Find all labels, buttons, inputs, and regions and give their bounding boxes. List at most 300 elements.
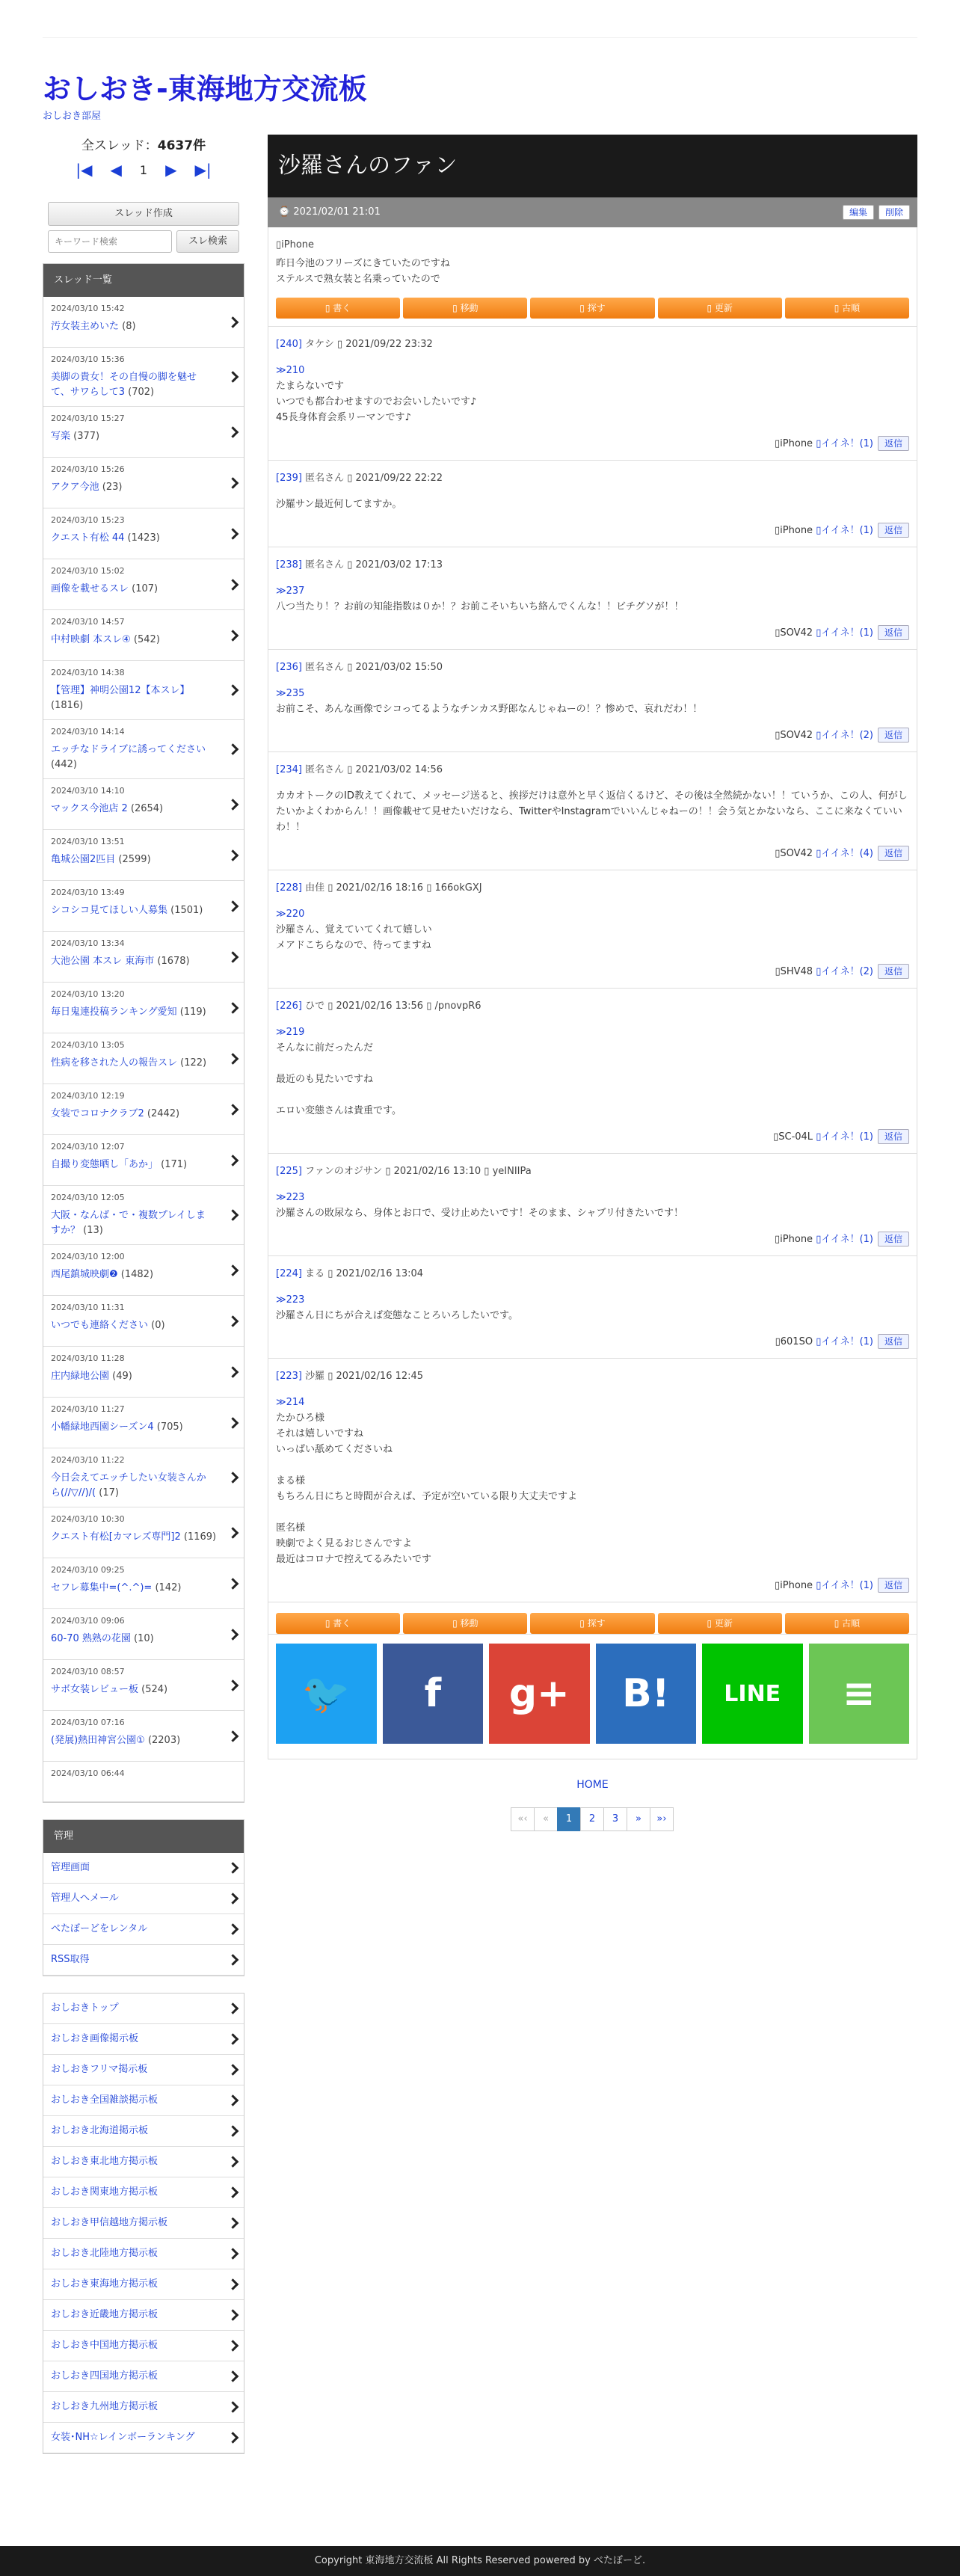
post-author: まる xyxy=(301,1268,328,1279)
thread-title-text[interactable]: 60-70 熟熟の花園 xyxy=(51,1633,131,1644)
thread-title[interactable] xyxy=(51,531,223,546)
post-body: ≫220 沙羅さん、覚えていてくれて嬉しい メアドこちらなので、待ってますね xyxy=(276,909,432,951)
thread-date: 2024/03/10 14:14 xyxy=(51,727,125,737)
thread-list-item[interactable] xyxy=(43,1084,244,1135)
thread-count: (1423) xyxy=(124,532,160,544)
facebook-share-button[interactable] xyxy=(383,1644,484,1744)
thread-list-item[interactable] xyxy=(43,1507,244,1558)
thread-list-item[interactable] xyxy=(43,779,244,830)
phone-icon: ▯ xyxy=(775,848,781,859)
board-link[interactable]: おしおき四国地方掲示板 xyxy=(43,2361,244,2392)
post-item xyxy=(268,327,917,461)
post-number[interactable]: [226] xyxy=(276,1000,302,1012)
reply-anchor[interactable]: ≫223 xyxy=(276,1192,305,1203)
action-button-更新[interactable]: ▯ 更新 xyxy=(658,1613,782,1634)
thread-title[interactable] xyxy=(51,683,223,713)
thread-title-text[interactable]: 中村映劇 本スレ④ xyxy=(51,634,131,645)
thread-title[interactable] xyxy=(51,1208,223,1238)
main-content xyxy=(268,135,917,1831)
post-date: 2021/09/22 23:32 xyxy=(345,339,433,350)
thread-list-item[interactable] xyxy=(43,348,244,407)
reply-button[interactable]: 返信 xyxy=(878,1334,909,1349)
thread-title[interactable] xyxy=(51,1471,223,1501)
delete-button[interactable]: 削除 xyxy=(879,205,910,220)
reply-anchor[interactable]: ≫220 xyxy=(276,909,305,920)
thread-date: 2024/03/10 14:38 xyxy=(51,668,125,677)
chevron-right-icon xyxy=(227,579,239,591)
action-button-書く[interactable]: ▯ 書く xyxy=(276,1613,400,1634)
chevron-right-icon xyxy=(227,2033,239,2045)
post-date: 2021/03/02 14:56 xyxy=(355,764,443,775)
board-link[interactable]: おしおき北海道掲示板 xyxy=(43,2116,244,2147)
reply-button[interactable]: 返信 xyxy=(878,964,909,979)
chevron-right-icon xyxy=(227,1472,239,1484)
action-button-移動[interactable]: ▯ 移動 xyxy=(403,1613,527,1634)
thread-title[interactable] xyxy=(51,1632,223,1647)
post-item xyxy=(268,461,917,547)
post-body: ≫235 お前こそ、あんな画像でシコってるようなチンカス野郎なんじゃねーの！？惨めで、哀れだわ！！ xyxy=(276,688,703,715)
thread-title-text[interactable]: エッチなドライブに誘ってください xyxy=(51,744,206,755)
thread-title-text[interactable]: クエスト有松 44 xyxy=(51,532,125,544)
thread-list-item[interactable] xyxy=(43,1711,244,1762)
site-subtitle[interactable]: おしおき部屋 xyxy=(43,111,102,122)
admin-title: 管理 xyxy=(43,1820,244,1853)
thread-title-text[interactable]: 女装でコロナクラブ2 xyxy=(51,1108,144,1119)
thread-title-text[interactable]: シコシコ見てほしい人募集 xyxy=(51,905,168,916)
post-device: SOV42 xyxy=(780,848,813,859)
thread-title-text[interactable]: クエスト有松[カマレズ専門]2 xyxy=(51,1531,181,1543)
thread-title[interactable] xyxy=(51,1267,223,1282)
page-link[interactable]: » xyxy=(627,1807,650,1831)
like-button[interactable]: ▯イイネ！(1) xyxy=(813,1234,873,1245)
post-footer xyxy=(276,523,909,539)
action-button-探す[interactable]: ▯ 探す xyxy=(530,1613,654,1634)
thread-count: (13) xyxy=(80,1225,103,1236)
thread-list-item[interactable] xyxy=(43,508,244,559)
chevron-right-icon xyxy=(227,799,239,811)
board-link[interactable]: おしおき全国雑談掲示板 xyxy=(43,2085,244,2116)
post-header xyxy=(276,471,909,486)
page-link[interactable]: « xyxy=(534,1807,558,1831)
thread-date: 2024/03/10 09:25 xyxy=(51,1565,125,1575)
thread-title-text[interactable]: マックス今池店 2 xyxy=(51,803,128,814)
thread-title-text[interactable]: すか？ xyxy=(51,1225,81,1236)
thread-title-text[interactable]: 小幡緑地西園シーズン4 xyxy=(51,1421,154,1433)
post-header xyxy=(276,999,909,1014)
post-device: iPhone xyxy=(780,438,813,449)
thread-list-item[interactable] xyxy=(43,458,244,508)
chevron-right-icon xyxy=(227,1923,239,1935)
reply-button[interactable]: 返信 xyxy=(878,625,909,640)
chevron-right-icon xyxy=(227,900,239,912)
thread-date: 2021/02/01 21:01 xyxy=(293,206,381,218)
phone-icon: ▯ xyxy=(775,525,781,536)
reply-anchor[interactable]: ≫223 xyxy=(276,1294,305,1306)
googleplus-share-button[interactable] xyxy=(489,1644,590,1744)
thread-title[interactable] xyxy=(51,1056,223,1071)
thread-title[interactable] xyxy=(51,370,223,400)
thread-list-item[interactable] xyxy=(43,661,244,720)
thread-title-text[interactable]: 庄内緑地公園 xyxy=(51,1371,110,1382)
thread-count: (1482) xyxy=(117,1269,154,1280)
post-body: ≫210 たまらないです いつでも都合わせますのでお会いしたいです♪ 45長身体育会系リーマンです♪ xyxy=(276,365,477,423)
post-number[interactable]: [223] xyxy=(276,1371,302,1382)
post-number[interactable]: [234] xyxy=(276,764,302,775)
thread-title[interactable] xyxy=(51,1318,223,1333)
thread-list-item[interactable] xyxy=(43,932,244,983)
thread-title[interactable] xyxy=(51,954,223,969)
thread-title[interactable] xyxy=(51,480,223,495)
site-title[interactable]: おしおき-東海地方交流板 xyxy=(43,73,367,105)
thread-list-item[interactable] xyxy=(43,1296,244,1347)
thread-title[interactable] xyxy=(51,1530,223,1545)
chevron-right-icon xyxy=(227,849,239,861)
admin-item[interactable]: 管理人へメール xyxy=(43,1884,244,1914)
thread-title[interactable] xyxy=(51,1733,223,1748)
clock-icon: ▯ xyxy=(347,473,356,484)
reply-button[interactable]: 返信 xyxy=(878,1129,909,1144)
edit-button[interactable]: 編集 xyxy=(843,205,874,220)
thread-list-item[interactable] xyxy=(43,559,244,610)
board-link[interactable]: おしおき画像掲示板 xyxy=(43,2024,244,2055)
post-footer xyxy=(276,728,909,744)
action-button-書く[interactable]: ▯ 書く xyxy=(276,298,400,319)
thread-count: (705) xyxy=(153,1421,183,1433)
chevron-right-icon xyxy=(227,2340,239,2352)
post-footer xyxy=(276,1578,909,1594)
post-device: iPhone xyxy=(780,1580,813,1591)
thread-title[interactable] xyxy=(51,1005,223,1020)
home-link[interactable]: HOME xyxy=(576,1779,609,1791)
thread-date: 2024/03/10 12:00 xyxy=(51,1252,125,1261)
thread-list-item[interactable] xyxy=(43,983,244,1033)
like-button[interactable]: ▯イイネ！(2) xyxy=(813,730,873,741)
thread-title[interactable] xyxy=(51,1581,223,1596)
page-link[interactable]: 1 xyxy=(557,1807,581,1831)
page-link[interactable]: 2 xyxy=(580,1807,604,1831)
thread-title[interactable] xyxy=(51,1420,223,1435)
reply-anchor[interactable]: ≫214 xyxy=(276,1397,305,1408)
thread-list-item[interactable] xyxy=(43,1347,244,1398)
board-link[interactable]: おしおき北陸地方掲示板 xyxy=(43,2239,244,2269)
line-icon: LINE xyxy=(724,1680,781,1707)
thread-title-text[interactable]: 今日会えてエッチしたい女装さんか xyxy=(51,1472,206,1484)
thread-title-text[interactable]: セフレ募集中=(^.^)= xyxy=(51,1582,153,1593)
thread-date: 2024/03/10 09:06 xyxy=(51,1616,125,1626)
thread-title[interactable] xyxy=(51,633,223,648)
thread-title[interactable] xyxy=(51,743,223,772)
like-button[interactable]: ▯イイネ！(1) xyxy=(813,1131,873,1143)
chevron-right-icon xyxy=(227,1679,239,1691)
thread-list-item[interactable] xyxy=(43,720,244,779)
reply-button[interactable]: 返信 xyxy=(878,1232,909,1246)
phone-icon: ▯ xyxy=(775,1580,781,1591)
thread-list-item[interactable] xyxy=(43,1660,244,1711)
thread-count: (0) xyxy=(148,1320,165,1331)
footer: Copyright 東海地方交流板 All Rights Reserved powered by べたぼーど. xyxy=(0,2546,960,2576)
chevron-right-icon xyxy=(227,316,239,328)
twitter-share-button[interactable] xyxy=(276,1644,377,1744)
search-button[interactable]: スレ検索 xyxy=(176,230,239,253)
chevron-right-icon xyxy=(227,1417,239,1429)
board-link[interactable]: おしおき東海地方掲示板 xyxy=(43,2269,244,2300)
thread-title-text[interactable]: 写楽 xyxy=(51,431,71,442)
create-thread-button[interactable]: スレッド作成 xyxy=(48,202,239,226)
clock-icon: ▯ xyxy=(385,1166,394,1177)
post-date: 2021/02/16 18:16 xyxy=(336,882,424,894)
post-number[interactable]: [238] xyxy=(276,559,302,571)
thread-date: 2024/03/10 15:02 xyxy=(51,566,125,576)
post-body: ≫219 そんなに前だったんだ 最近のも見たいですね エロい変態さんは貴重です。 xyxy=(276,1027,401,1116)
thread-meta xyxy=(268,197,917,227)
thread-title[interactable] xyxy=(51,1158,223,1172)
thread-title[interactable] xyxy=(51,903,223,918)
reply-anchor[interactable]: ≫235 xyxy=(276,688,305,699)
chevron-right-icon xyxy=(227,951,239,963)
sidebar-pager xyxy=(43,157,244,182)
thread-title: 沙羅さんのファン xyxy=(268,135,917,197)
thread-title[interactable] xyxy=(51,1107,223,1122)
twitter-icon: 🐦 xyxy=(301,1671,351,1717)
last-page-icon[interactable]: ▶| xyxy=(194,161,212,179)
thread-title-text[interactable]: サボ女装レビュー板 xyxy=(51,1684,139,1695)
thread-title-text[interactable]: 大阪・なんば・で・複数プレイしま xyxy=(51,1210,206,1221)
chevron-right-icon xyxy=(227,477,239,489)
post-footer xyxy=(276,1232,909,1248)
thread-device: ▯iPhone xyxy=(276,239,315,250)
thread-title-text[interactable]: 西尾鎮城映劇❷ xyxy=(51,1269,118,1280)
thread-list-item[interactable] xyxy=(43,610,244,661)
chevron-right-icon xyxy=(227,528,239,540)
post-author: 匿名さん xyxy=(301,473,348,484)
thread-title-text[interactable]: 汚女装主めいた xyxy=(51,321,120,332)
thread-list-item[interactable] xyxy=(43,407,244,458)
like-button[interactable]: ▯イイネ！(4) xyxy=(813,848,873,859)
post-number[interactable]: [224] xyxy=(276,1268,302,1279)
like-button[interactable]: ▯イイネ！(2) xyxy=(813,966,873,977)
thread-title[interactable] xyxy=(51,852,223,867)
thread-title-text[interactable]: アクア今池 xyxy=(51,482,99,493)
post-number[interactable]: [239] xyxy=(276,473,302,484)
thread-title-text[interactable]: 自撮り変態晒し「あか」 xyxy=(51,1159,159,1170)
thread-count: (542) xyxy=(130,634,160,645)
chevron-right-icon xyxy=(227,1527,239,1539)
thread-title-text[interactable]: ら(//▽//)/( xyxy=(51,1487,96,1498)
thread-list-item[interactable] xyxy=(43,1609,244,1660)
post-author: 沙羅 xyxy=(301,1371,328,1382)
action-button-古順[interactable]: ▯ 古順 xyxy=(785,298,909,319)
post-footer xyxy=(276,1334,909,1350)
post-device: SOV42 xyxy=(780,730,813,741)
thread-title-text[interactable]: 大池公園 本スレ 東海市 xyxy=(51,956,155,967)
reply-button[interactable]: 返信 xyxy=(878,846,909,861)
thread-title[interactable] xyxy=(51,802,223,817)
thread-list-item[interactable] xyxy=(43,830,244,881)
chevron-right-icon xyxy=(227,2002,239,2014)
left-sidebar xyxy=(43,135,244,2454)
clock-icon: ▯ xyxy=(347,764,356,775)
thread-list-item[interactable] xyxy=(43,1398,244,1448)
thread-count: (377) xyxy=(70,431,100,442)
thread-count: (2203) xyxy=(144,1735,181,1746)
board-link[interactable]: おしおき関東地方掲示板 xyxy=(43,2177,244,2208)
chevron-right-icon xyxy=(227,2156,239,2168)
id-icon: ▯ xyxy=(423,882,435,894)
thread-title-text[interactable]: 画像を載せるスレ xyxy=(51,583,129,594)
board-link[interactable]: おしおきフリマ掲示板 xyxy=(43,2055,244,2085)
clock-icon: ▯ xyxy=(347,662,356,673)
board-link[interactable]: おしおき九州地方掲示板 xyxy=(43,2392,244,2423)
thread-title[interactable] xyxy=(51,582,223,597)
page-link[interactable]: «‹ xyxy=(511,1807,535,1831)
post-body: ≫223 沙羅さんの敗尿なら、身体とお口で、受け止めたいです！そのまま、シャブリ付きたいです！ xyxy=(276,1192,683,1219)
post-number[interactable]: [225] xyxy=(276,1166,302,1177)
action-button-探す[interactable]: ▯ 探す xyxy=(530,298,654,319)
thread-list xyxy=(43,263,244,1803)
post-footer xyxy=(276,1129,909,1146)
thread-title[interactable] xyxy=(51,429,223,444)
post-id: yeINIIPa xyxy=(492,1166,532,1177)
thread-date: 2024/03/10 12:07 xyxy=(51,1142,125,1152)
reply-button[interactable]: 返信 xyxy=(878,728,909,743)
thread-count: (119) xyxy=(176,1006,206,1018)
post-number[interactable]: [228] xyxy=(276,882,302,894)
thread-title-text[interactable]: 亀城公園2匹目 xyxy=(51,854,116,865)
post-date: 2021/02/16 13:56 xyxy=(336,1000,424,1012)
hatena-share-button[interactable] xyxy=(596,1644,697,1744)
thread-date: 2024/03/10 11:28 xyxy=(51,1353,125,1363)
thread-list-item[interactable] xyxy=(43,1135,244,1186)
thread-date: 2024/03/10 13:05 xyxy=(51,1040,125,1050)
admin-item[interactable]: RSS取得 xyxy=(43,1945,244,1976)
current-page: 1 xyxy=(139,162,148,177)
post-header xyxy=(276,1267,909,1282)
board-link[interactable]: おしおき近畿地方掲示板 xyxy=(43,2300,244,2331)
action-button-移動[interactable]: ▯ 移動 xyxy=(403,298,527,319)
thread-date: 2024/03/10 15:42 xyxy=(51,304,125,313)
post-date: 2021/02/16 13:04 xyxy=(336,1268,424,1279)
like-button[interactable]: ▯イイネ！(1) xyxy=(813,627,873,639)
like-button[interactable]: ▯イイネ！(1) xyxy=(813,1336,873,1347)
thread-title-text[interactable]: て、サワらして3 xyxy=(51,387,126,398)
action-button-古順[interactable]: ▯ 古順 xyxy=(785,1613,909,1634)
thread-date: 2024/03/10 10:30 xyxy=(51,1514,125,1524)
reply-anchor[interactable]: ≫219 xyxy=(276,1027,305,1038)
page-link[interactable]: 3 xyxy=(603,1807,627,1831)
thread-count: (8) xyxy=(119,321,136,332)
reply-anchor[interactable]: ≫237 xyxy=(276,585,305,597)
post-item xyxy=(268,547,917,650)
like-button[interactable]: ▯イイネ！(1) xyxy=(813,438,873,449)
phone-icon: ▯ xyxy=(775,438,781,449)
thread-title-text[interactable]: 毎日鬼連投稿ランキング愛知 xyxy=(51,1006,177,1018)
chevron-right-icon xyxy=(227,2278,239,2290)
chevron-right-icon xyxy=(227,1155,239,1166)
thread-list-item[interactable] xyxy=(43,1762,244,1802)
board-link[interactable]: 女装･NH☆レインボーランキング xyxy=(43,2423,244,2453)
post-item xyxy=(268,1256,917,1359)
reply-button[interactable]: 返信 xyxy=(878,1578,909,1593)
thread-list-item[interactable] xyxy=(43,297,244,348)
post-device: SOV42 xyxy=(780,627,813,639)
admin-box xyxy=(43,1819,244,1976)
post-number[interactable]: [236] xyxy=(276,662,302,673)
reply-anchor[interactable]: ≫210 xyxy=(276,365,305,376)
post-date: 2021/09/22 22:22 xyxy=(355,473,443,484)
thread-count: (171) xyxy=(158,1159,188,1170)
post-body: ≫214 たかひろ様 それは嬉しいですね いっぱい舐めてくださいね まる様 もちろん日にちと時間が合えば、予定が空いている限り大丈夫ですよ 匿名様 映劇でよく見るおじさんですよ 最近はコロナで控えてるみたいです xyxy=(276,1397,578,1565)
next-page-icon[interactable]: ▶ xyxy=(165,161,177,179)
thread-list-item[interactable] xyxy=(43,1186,244,1245)
thread-title-text[interactable]: いつでも連絡ください xyxy=(51,1320,149,1331)
thread-date: 2024/03/10 15:23 xyxy=(51,515,125,525)
admin-item[interactable]: べたぼーどをレンタル xyxy=(43,1914,244,1945)
action-button-更新[interactable]: ▯ 更新 xyxy=(658,298,782,319)
thread-title-text[interactable]: (発展)熱田神宮公園① xyxy=(51,1735,145,1746)
thread-title[interactable] xyxy=(51,319,223,334)
clock-icon: ▯ xyxy=(347,559,356,571)
thread-title[interactable] xyxy=(51,1369,223,1384)
thread-title-text[interactable]: 性病を移された人の報告スレ xyxy=(51,1057,178,1069)
board-link[interactable]: おしおき甲信越地方掲示板 xyxy=(43,2208,244,2239)
chevron-right-icon xyxy=(227,1002,239,1014)
thread-list-item[interactable] xyxy=(43,1448,244,1507)
page-link[interactable]: »› xyxy=(650,1807,674,1831)
chevron-right-icon xyxy=(227,2094,239,2106)
thread-count: (2599) xyxy=(115,854,151,865)
thread-count: (702) xyxy=(125,387,155,398)
like-button[interactable]: ▯イイネ！(1) xyxy=(813,525,873,536)
reply-button[interactable]: 返信 xyxy=(878,436,909,451)
thread-list-item[interactable] xyxy=(43,1033,244,1084)
feedly-share-button[interactable] xyxy=(809,1644,910,1744)
post-number[interactable]: [240] xyxy=(276,339,302,350)
facebook-icon: f xyxy=(424,1671,442,1716)
thread-title[interactable] xyxy=(51,1682,223,1697)
thread-count: (122) xyxy=(177,1057,207,1069)
post-body: 沙羅サン最近何してますか。 xyxy=(276,499,402,510)
thread-count: (524) xyxy=(138,1684,168,1695)
thread-list-item[interactable] xyxy=(43,1558,244,1609)
admin-item[interactable]: 管理画面 xyxy=(43,1853,244,1884)
thread-date: 2024/03/10 14:10 xyxy=(51,786,125,796)
board-link[interactable]: おしおきトップ xyxy=(43,1994,244,2024)
thread-list-item[interactable] xyxy=(43,881,244,932)
chevron-right-icon xyxy=(227,2432,239,2444)
thread-title-text[interactable]: 美脚の貴女！その自慢の脚を魅せ xyxy=(51,372,197,383)
post-date: 2021/02/16 13:10 xyxy=(393,1166,481,1177)
thread-date: 2024/03/10 12:05 xyxy=(51,1193,125,1202)
thread-date: 2024/03/10 11:27 xyxy=(51,1404,125,1414)
post-item xyxy=(268,989,917,1154)
chevron-right-icon xyxy=(227,743,239,755)
first-page-icon[interactable]: |◀ xyxy=(76,161,93,179)
reply-button[interactable]: 返信 xyxy=(878,523,909,538)
thread-title-text[interactable]: 【管理】神明公園12【本スレ】 xyxy=(51,685,190,696)
board-link[interactable]: おしおき東北地方掲示板 xyxy=(43,2147,244,2177)
search-input[interactable] xyxy=(48,230,172,253)
line-share-button[interactable] xyxy=(702,1644,803,1744)
like-button[interactable]: ▯イイネ！(1) xyxy=(813,1580,873,1591)
thread-count: (2654) xyxy=(127,803,164,814)
post-date: 2021/02/16 12:45 xyxy=(336,1371,424,1382)
chevron-right-icon xyxy=(227,630,239,642)
board-link[interactable]: おしおき中国地方掲示板 xyxy=(43,2331,244,2361)
post-footer xyxy=(276,964,909,980)
thread-list-item[interactable] xyxy=(43,1245,244,1296)
thread-date: 2024/03/10 15:27 xyxy=(51,414,125,423)
prev-page-icon[interactable]: ◀ xyxy=(110,161,122,179)
